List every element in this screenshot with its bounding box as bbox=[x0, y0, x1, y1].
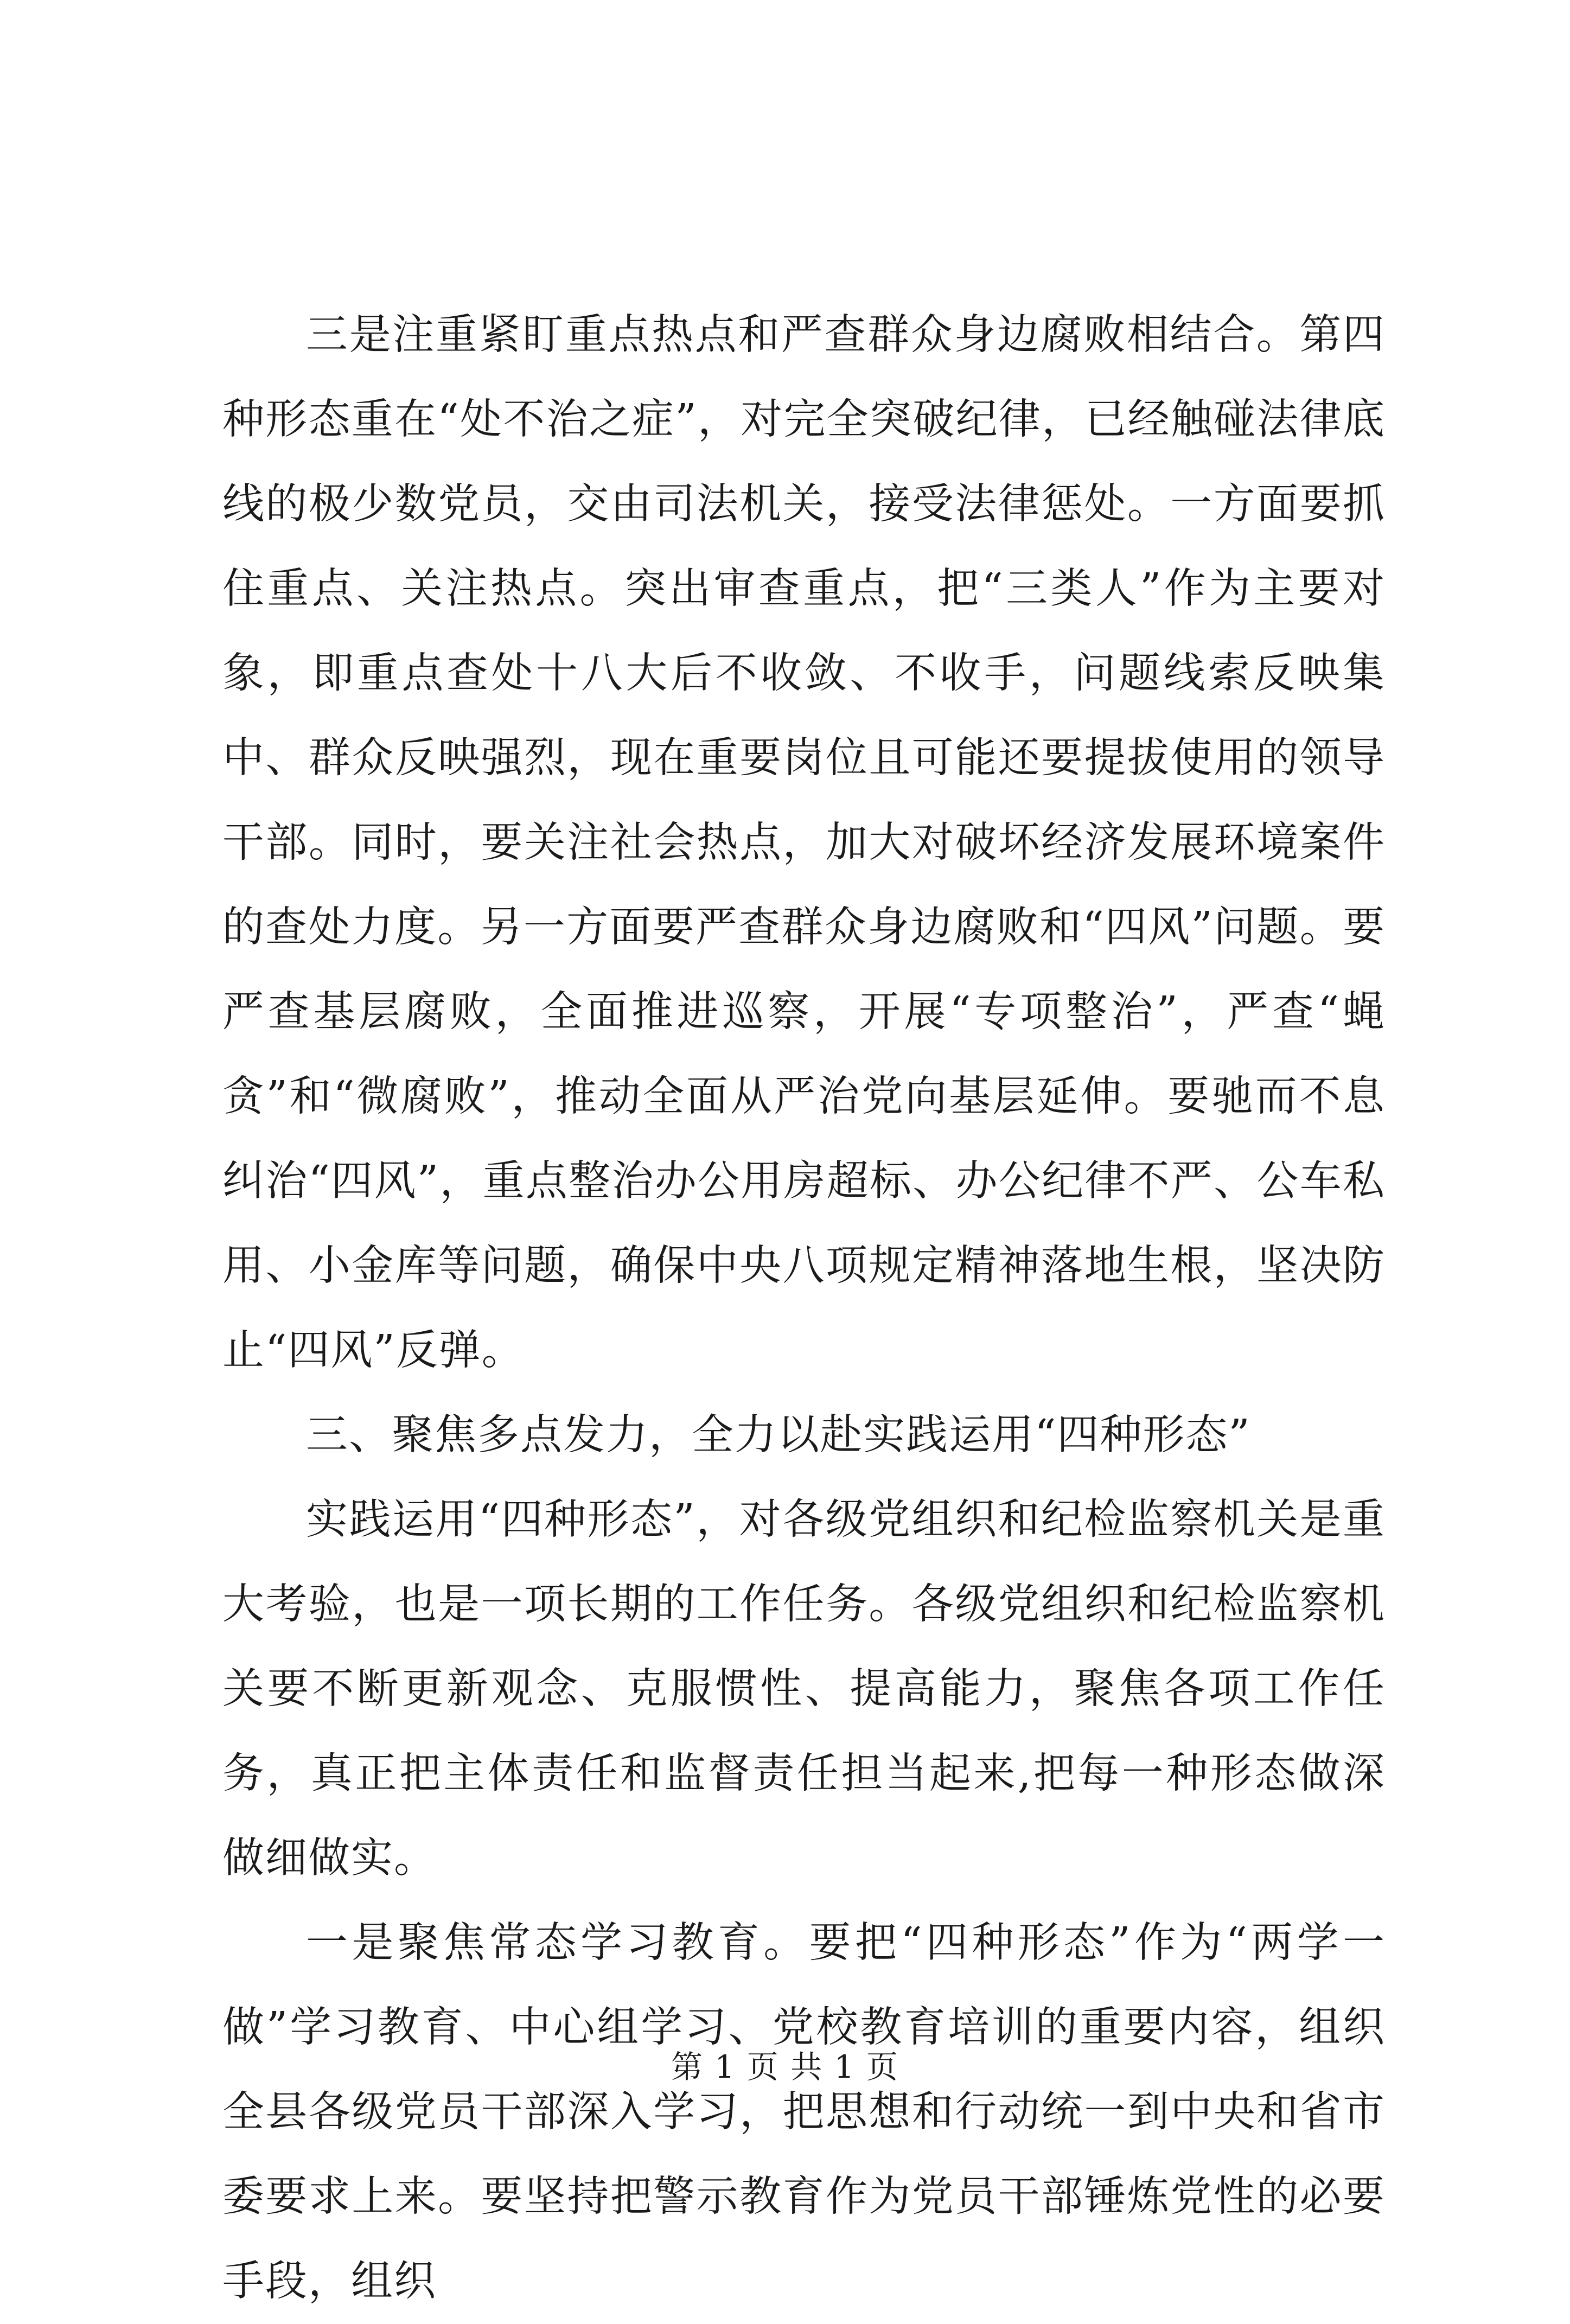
paragraph-key-points: 三是注重紧盯重点热点和严查群众身边腐败相结合。第四种形态重在“处不治之症”，对完全突破纪律，已经触碰法律底线的极少数党员，交由司法机关，接受法律惩处。一方面要抓住重点、关注热点。突出审查重点，把“三类人”作为主要对象，即重点查处十八大后不收敛、不收手，问题线索反映集中、群众反映强烈，现在重要岗位且可能还要提拔使用的领导干部。同时，要关注社会热点，加大对破坏经济发展环境案件的查处力度。另一方面要严查群众身边腐败和“四风”问题。要严查基层腐败，全面推进巡察，开展“专项整治”，严查“蝇贪”和“微腐败”，推动全面从严治党向基层延伸。要驰而不息纠治“四风”，重点整治办公用房超标、办公纪律不严、公车私用、小金库等问题，确保中央八项规定精神落地生根，坚决防止“四风”反弹。 bbox=[222, 311, 1386, 1375]
document-body bbox=[222, 293, 1386, 2324]
paragraph-study-education: 一是聚焦常态学习教育。要把“四种形态”作为“两学一做”学习教育、中心组学习、党校教育培训的重要内容，组织全县各级党员干部深入学习，把思想和行动统一到中央和省市委要求上来。要坚持把警示教育作为党员干部锤炼党性的必要手段，组织 bbox=[222, 1919, 1386, 2306]
section-heading-three: 三、聚焦多点发力，全力以赴实践运用“四种形态” bbox=[306, 1411, 1251, 1459]
paragraph-practice: 实践运用“四种形态”，对各级党组织和纪检监察机关是重大考验，也是一项长期的工作任务。各级党组织和纪检监察机关要不断更新观念、克服惯性、提高能力，聚焦各项工作任务，真正把主体责任和监督责任担当起来,把每一种形态做深做细做实。 bbox=[222, 1496, 1386, 1882]
page-footer: 第 1 页 共 1 页 bbox=[671, 2048, 899, 2085]
